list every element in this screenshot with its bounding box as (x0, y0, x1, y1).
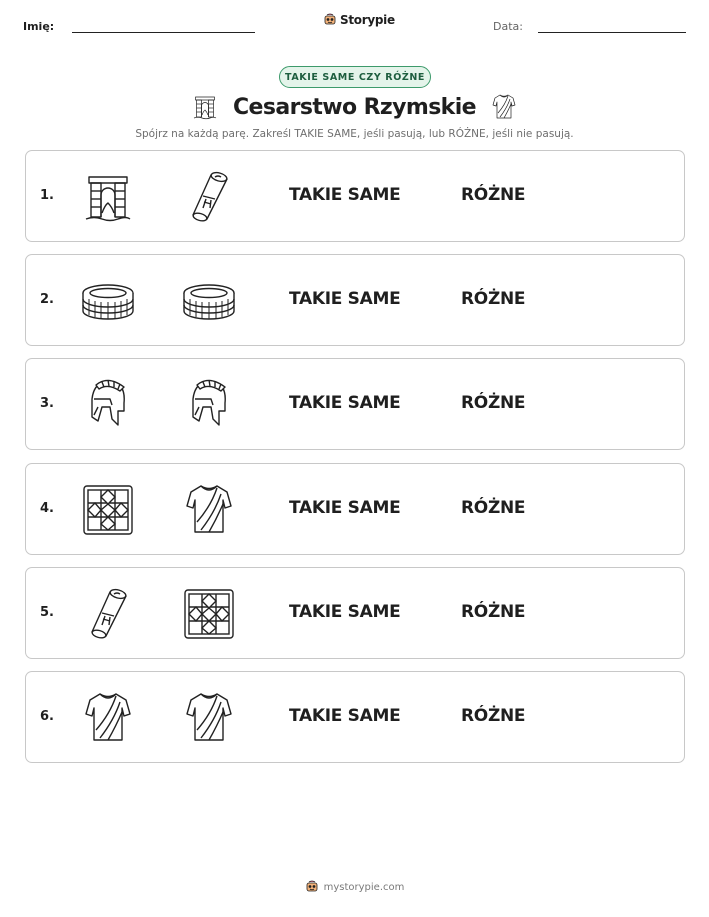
storypie-logo-icon (305, 880, 319, 894)
exercise-row (25, 150, 685, 242)
exercise-row (25, 567, 685, 659)
option-different[interactable]: RÓŻNE (461, 393, 526, 413)
option-different[interactable]: RÓŻNE (461, 289, 526, 309)
left-picture (80, 586, 136, 642)
exercise-row (25, 254, 685, 346)
option-same[interactable]: TAKIE SAME (289, 498, 401, 518)
arch-icon (80, 169, 136, 225)
option-same[interactable]: TAKIE SAME (289, 602, 401, 622)
helmet-icon (80, 377, 136, 433)
exercise-row (25, 463, 685, 555)
right-picture (181, 273, 237, 329)
right-picture (181, 482, 237, 538)
brand-name: Storypie (340, 13, 395, 27)
scroll-icon (181, 169, 237, 225)
mosaic-icon (80, 482, 136, 538)
toga-icon (80, 690, 136, 746)
option-same[interactable]: TAKIE SAME (289, 185, 401, 205)
footer-url: mystorypie.com (323, 881, 405, 893)
option-different[interactable]: RÓŻNE (461, 185, 526, 205)
storypie-logo-icon (323, 13, 337, 27)
activity-badge: TAKIE SAME CZY RÓŻNE (279, 66, 431, 88)
right-picture (181, 377, 237, 433)
row-number: 6. (40, 709, 54, 724)
option-same[interactable]: TAKIE SAME (289, 289, 401, 309)
option-different[interactable]: RÓŻNE (461, 498, 526, 518)
arch-icon (191, 92, 219, 122)
row-number: 4. (40, 501, 54, 516)
row-number: 5. (40, 605, 54, 620)
left-picture (80, 690, 136, 746)
row-number: 1. (40, 188, 54, 203)
name-line[interactable] (72, 32, 255, 33)
toga-icon (181, 482, 237, 538)
option-different[interactable]: RÓŻNE (461, 706, 526, 726)
title-row (0, 92, 709, 122)
mosaic-icon (181, 586, 237, 642)
left-picture (80, 377, 136, 433)
option-same[interactable]: TAKIE SAME (289, 706, 401, 726)
toga-icon (490, 92, 518, 122)
option-different[interactable]: RÓŻNE (461, 602, 526, 622)
toga-icon (181, 690, 237, 746)
option-same[interactable]: TAKIE SAME (289, 393, 401, 413)
exercise-row (25, 358, 685, 450)
date-label: Data: (493, 20, 523, 33)
right-picture (181, 586, 237, 642)
left-picture (80, 482, 136, 538)
instructions: Spójrz na każdą parę. Zakreśl TAKIE SAME, jeśli pasują, lub RÓŻNE, jeśli nie pasują. (135, 128, 574, 140)
scroll-icon (80, 586, 136, 642)
left-picture (80, 273, 136, 329)
helmet-icon (181, 377, 237, 433)
footer (0, 880, 709, 894)
row-number: 3. (40, 396, 54, 411)
page-title: Cesarstwo Rzymskie (233, 94, 476, 120)
right-picture (181, 690, 237, 746)
right-picture (181, 169, 237, 225)
exercise-row (25, 671, 685, 763)
brand-logo (323, 13, 395, 27)
name-label: Imię: (23, 20, 55, 33)
date-line[interactable] (538, 32, 686, 33)
row-number: 2. (40, 292, 54, 307)
colosseum-icon (181, 273, 237, 329)
colosseum-icon (80, 273, 136, 329)
left-picture (80, 169, 136, 225)
